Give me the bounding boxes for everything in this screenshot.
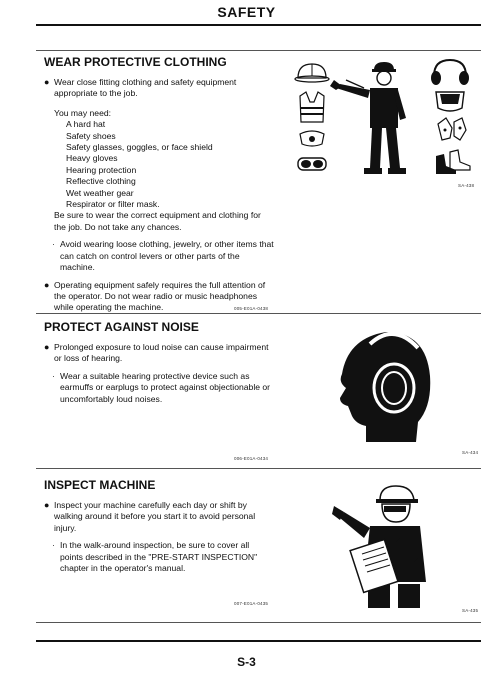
sub-bullet-item bbox=[52, 239, 274, 273]
figure-code: SA-435 bbox=[462, 608, 479, 613]
section-body-protective-clothing bbox=[44, 77, 274, 320]
be-sure-text: Be sure to wear the correct equipment and clothing for the job. Do not take any chances. bbox=[54, 210, 261, 232]
worker-figure bbox=[330, 62, 406, 174]
header-rule bbox=[36, 24, 481, 26]
page-title: SAFETY bbox=[217, 4, 276, 20]
section-rule bbox=[36, 50, 481, 51]
bullet-text: Inspect your machine carefully each day or shift by walking around it before you start it to avoid personal injury. bbox=[54, 500, 256, 533]
figure-code: SA-434 bbox=[462, 450, 479, 455]
sub-bullet-dot: · bbox=[52, 239, 55, 250]
goggles-icon bbox=[298, 158, 326, 170]
hearing-protection-illustration bbox=[326, 326, 446, 446]
reflective-vest-icon bbox=[300, 92, 324, 122]
section-title-protective-clothing: WEAR PROTECTIVE CLOTHING bbox=[44, 55, 227, 69]
section-rule bbox=[36, 622, 481, 623]
list-item: Hearing protection bbox=[66, 164, 137, 175]
bullet-item bbox=[44, 77, 274, 100]
bullet-dot: ● bbox=[44, 342, 50, 352]
section-rule bbox=[36, 313, 481, 314]
sub-bullet-text: In the walk-around inspection, be sure to cover all points described in the "PRE-START INSPECTION" chapter in the operator's manual. bbox=[60, 540, 258, 574]
bullet-text: Prolonged exposure to loud noise can cause impairment or loss of hearing. bbox=[54, 342, 269, 364]
footer-rule bbox=[36, 640, 481, 642]
you-may-need-label: You may need: bbox=[54, 107, 112, 118]
section-title-inspect: INSPECT MACHINE bbox=[44, 478, 156, 492]
section-rule bbox=[36, 468, 481, 469]
section-code: 005-E01A-0438 bbox=[234, 306, 269, 311]
list-item: A hard hat bbox=[66, 119, 106, 130]
sub-bullet-dot: · bbox=[52, 370, 55, 381]
section-code: 006-E01A-0434 bbox=[234, 456, 269, 461]
list-item: Heavy gloves bbox=[66, 153, 118, 164]
list-item: Safety shoes bbox=[66, 130, 116, 141]
bullet-dot: ● bbox=[44, 279, 50, 290]
figure-code: SA-438 bbox=[458, 183, 475, 188]
bullet-text: Operating equipment safely requires the full attention of the operator. Do not wear radio or music headphones while operating the machine. bbox=[54, 279, 266, 313]
sub-bullet-text: Wear a suitable hearing protective device such as earmuffs or earplugs to protect against objectionable or uncomfortably loud noises. bbox=[60, 370, 271, 404]
inspector-illustration bbox=[330, 482, 450, 612]
sub-bullet-text: Avoid wearing loose clothing, jewelry, or other items that can catch on control levers or other parts of the machine. bbox=[60, 239, 274, 273]
safety-shoes-icon bbox=[436, 150, 470, 174]
list-item: Wet weather gear bbox=[66, 187, 134, 198]
respirator-icon bbox=[300, 131, 324, 146]
section-body-inspect bbox=[44, 500, 274, 580]
section-body-noise bbox=[44, 342, 274, 411]
bullet-text: Wear close fitting clothing and safety equipment appropriate to the job. bbox=[54, 77, 237, 99]
bullet-dot: ● bbox=[44, 77, 50, 87]
protective-clothing-illustration bbox=[290, 58, 480, 188]
face-shield-icon bbox=[436, 92, 464, 111]
list-item: Reflective clothing bbox=[66, 176, 136, 187]
sub-bullet-item bbox=[52, 540, 274, 574]
list-item: Safety glasses, goggles, or face shield bbox=[66, 142, 213, 153]
gloves-icon bbox=[438, 118, 466, 140]
page-number: S-3 bbox=[237, 655, 256, 669]
sub-bullet-dot: · bbox=[52, 540, 55, 551]
section-code: 007-E01A-0435 bbox=[234, 601, 269, 606]
section-title-noise: PROTECT AGAINST NOISE bbox=[44, 320, 199, 334]
sub-bullet-item bbox=[52, 371, 274, 405]
hard-hat-icon bbox=[295, 64, 329, 82]
bullet-dot: ● bbox=[44, 500, 50, 510]
bullet-item bbox=[44, 500, 274, 534]
earmuffs-icon bbox=[431, 60, 469, 85]
bullet-item bbox=[44, 342, 274, 365]
equipment-list bbox=[66, 119, 274, 210]
list-item: Respirator or filter mask. bbox=[66, 199, 160, 210]
